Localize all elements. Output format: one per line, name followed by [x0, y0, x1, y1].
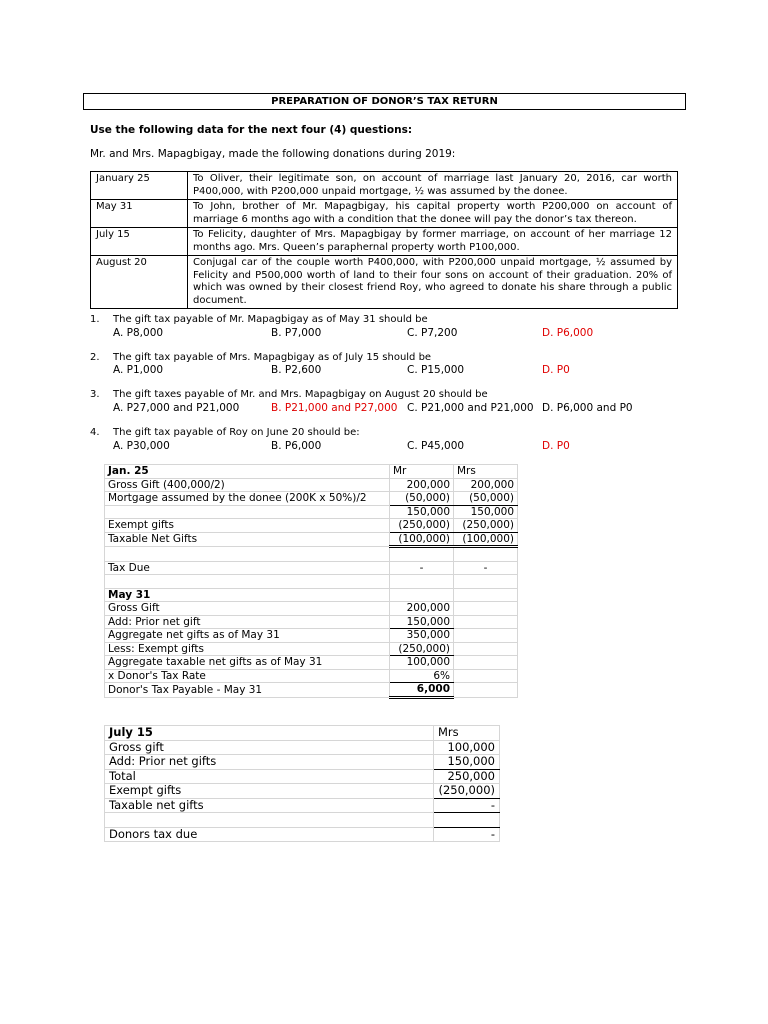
question-stem: The gift tax payable of Mr. Mapagbigay as of May 31 should be	[113, 314, 428, 325]
row-label: Gross gift	[105, 740, 434, 755]
donation-text: To John, brother of Mr. Mapagbigay, his capital property worth P200,000 on account of marriage 6 months ago with a condition that the donee will pay the donor’s tax thereon.	[188, 200, 678, 228]
grid-row	[105, 784, 500, 799]
value-mr: (250,000)	[390, 519, 454, 533]
grid-row	[105, 726, 500, 741]
july-computation-grid	[104, 725, 500, 842]
option-c[interactable]: C. P15,000	[407, 364, 465, 376]
value-mr: 200,000	[390, 478, 454, 492]
computation-grid	[104, 464, 518, 699]
grid-row	[105, 629, 518, 643]
option-a[interactable]: A. P8,000	[113, 327, 164, 339]
grid-row	[105, 519, 518, 533]
row-label: Exempt gifts	[105, 519, 390, 533]
grid-row	[105, 769, 500, 784]
value-mr: 150,000	[390, 505, 454, 519]
grid-row	[105, 505, 518, 519]
row-label: x Donor's Tax Rate	[105, 669, 390, 683]
question-number: 2.	[90, 352, 100, 363]
grid-row	[105, 827, 500, 842]
grid-row	[105, 602, 518, 616]
section-heading-may: May 31	[105, 588, 390, 602]
option-d-answer[interactable]: D. P0	[542, 364, 570, 376]
option-a[interactable]: A. P30,000	[113, 440, 170, 452]
value-mrs: 100,000	[434, 740, 500, 755]
grid-row	[105, 561, 518, 575]
row-label	[105, 505, 390, 519]
value-mr: 150,000	[390, 615, 454, 629]
donation-row	[91, 172, 678, 200]
value-mrs: 150,000	[454, 505, 518, 519]
option-b-answer[interactable]: B. P21,000 and P27,000	[271, 402, 398, 414]
donation-text: To Felicity, daughter of Mrs. Mapagbigay by former marriage, on account of her marriage 12 months ago. Mrs. Queen’s paraphernal property worth P100,000.	[188, 228, 678, 256]
option-c[interactable]: C. P21,000 and P21,000	[407, 402, 534, 414]
row-label: Donor's Tax Payable - May 31	[105, 683, 390, 698]
value-mr: 100,000	[390, 656, 454, 670]
row-label: Add: Prior net gift	[105, 615, 390, 629]
grid-row	[105, 642, 518, 656]
option-d[interactable]: D. P6,000 and P0	[542, 402, 633, 414]
row-label: Taxable Net Gifts	[105, 532, 390, 547]
section-heading-july: July 15	[105, 726, 434, 741]
value-mrs: 150,000	[434, 755, 500, 770]
value-mr: (100,000)	[390, 532, 454, 547]
value-mrs: (250,000)	[454, 519, 518, 533]
grid-row-empty	[105, 547, 518, 562]
row-label: Add: Prior net gifts	[105, 755, 434, 770]
grid-row	[105, 588, 518, 602]
row-label: Tax Due	[105, 561, 390, 575]
grid-row	[105, 615, 518, 629]
option-c[interactable]: C. P7,200	[407, 327, 458, 339]
value-mr: 200,000	[390, 602, 454, 616]
value-mr-total: 6,000	[390, 683, 454, 698]
instruction-heading: Use the following data for the next four (4) questions:	[90, 124, 413, 136]
question-stem: The gift tax payable of Roy on June 20 should be:	[113, 427, 360, 438]
donation-date: January 25	[91, 172, 188, 200]
row-label: Aggregate net gifts as of May 31	[105, 629, 390, 643]
grid-row	[105, 740, 500, 755]
value-mrs: (50,000)	[454, 492, 518, 506]
grid-row	[105, 669, 518, 683]
grid-row	[105, 532, 518, 547]
value-mr: (50,000)	[390, 492, 454, 506]
value-mrs: (100,000)	[454, 532, 518, 547]
value-mrs: -	[454, 561, 518, 575]
row-label: Less: Exempt gifts	[105, 642, 390, 656]
row-label: Gross Gift (400,000/2)	[105, 478, 390, 492]
row-label: Taxable net gifts	[105, 798, 434, 813]
question-stem: The gift tax payable of Mrs. Mapagbigay as of July 15 should be	[113, 352, 432, 363]
value-mr: (250,000)	[390, 642, 454, 656]
grid-row	[105, 478, 518, 492]
row-label: Mortgage assumed by the donee (200K x 50%)/2	[105, 492, 390, 506]
donation-date: August 20	[91, 256, 188, 309]
grid-row	[105, 798, 500, 813]
question-number: 1.	[90, 314, 100, 325]
option-a[interactable]: A. P27,000 and P21,000	[113, 402, 240, 414]
column-header-mrs: Mrs	[434, 726, 500, 741]
question-number: 3.	[90, 389, 100, 400]
option-d-answer[interactable]: D. P0	[542, 440, 570, 452]
option-c[interactable]: C. P45,000	[407, 440, 465, 452]
column-header-mrs: Mrs	[454, 465, 518, 479]
row-label: Donors tax due	[105, 827, 434, 842]
value-mrs: (250,000)	[434, 784, 500, 799]
grid-row-empty	[105, 813, 500, 828]
option-b[interactable]: B. P2,600	[271, 364, 322, 376]
donation-row	[91, 200, 678, 228]
donation-text: To Oliver, their legitimate son, on account of marriage last January 20, 2016, car worth P400,000, with P200,000 unpaid mortgage, ½ was assumed by the donee.	[188, 172, 678, 200]
intro-text: Mr. and Mrs. Mapagbigay, made the following donations during 2019:	[90, 148, 456, 160]
grid-row	[105, 656, 518, 670]
row-label: Total	[105, 769, 434, 784]
donation-date: May 31	[91, 200, 188, 228]
value-mrs: -	[434, 827, 500, 842]
donation-row	[91, 256, 678, 309]
value-mr: 350,000	[390, 629, 454, 643]
donation-date: July 15	[91, 228, 188, 256]
option-b[interactable]: B. P7,000	[271, 327, 322, 339]
grid-row-empty	[105, 575, 518, 589]
grid-row	[105, 683, 518, 698]
row-label: Aggregate taxable net gifts as of May 31	[105, 656, 390, 670]
donation-row	[91, 228, 678, 256]
value-mrs: 250,000	[434, 769, 500, 784]
grid-row	[105, 492, 518, 506]
question-stem: The gift taxes payable of Mr. and Mrs. Mapagbigay on August 20 should be	[113, 389, 488, 400]
value-mr: 6%	[390, 669, 454, 683]
value-mrs: 200,000	[454, 478, 518, 492]
question-number: 4.	[90, 427, 100, 438]
option-a[interactable]: A. P1,000	[113, 364, 164, 376]
grid-row	[105, 755, 500, 770]
option-b[interactable]: B. P6,000	[271, 440, 322, 452]
donations-table	[90, 171, 678, 309]
row-label: Exempt gifts	[105, 784, 434, 799]
grid-row	[105, 465, 518, 479]
column-header-mr: Mr	[390, 465, 454, 479]
value-mr: -	[390, 561, 454, 575]
section-heading-jan: Jan. 25	[105, 465, 390, 479]
donation-text: Conjugal car of the couple worth P400,000, with P200,000 unpaid mortgage, ½ assumed by Felicity and P500,000 worth of land to their four sons on account of their graduation. 20% of which was owned by their closest friend Roy, who agreed to donate his share through a public document.	[188, 256, 678, 309]
row-label: Gross Gift	[105, 602, 390, 616]
value-mrs: -	[434, 798, 500, 813]
option-d-answer[interactable]: D. P6,000	[542, 327, 594, 339]
page-title: PREPARATION OF DONOR’S TAX RETURN	[83, 93, 686, 110]
